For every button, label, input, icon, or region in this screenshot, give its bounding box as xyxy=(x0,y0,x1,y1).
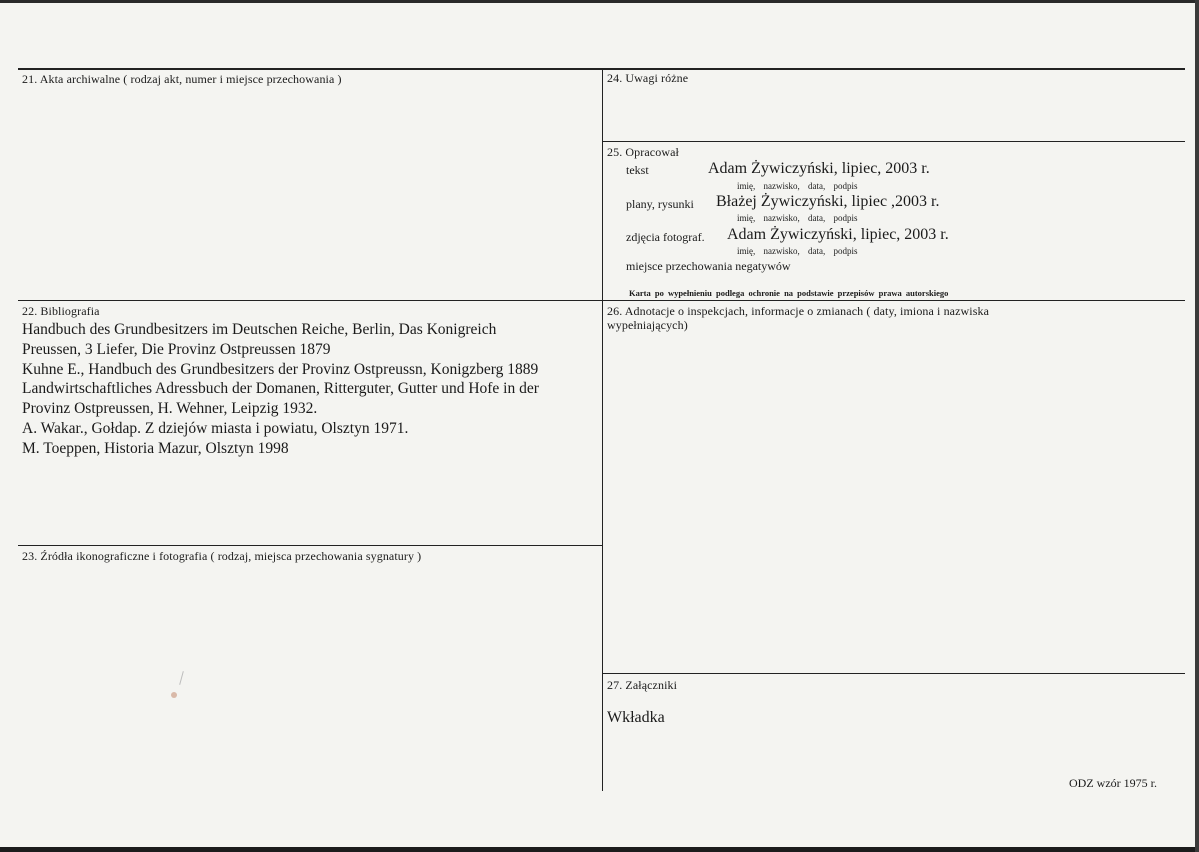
scan-edge-top xyxy=(0,0,1199,3)
bibliography-line: M. Toeppen, Historia Mazur, Olsztyn 1998 xyxy=(22,439,289,457)
field-26-label-line1: 26. Adnotacje o inspekcjach, informacje o zmianach ( daty, imiona i nazwiska xyxy=(607,304,990,318)
bibliography-line: Provinz Ostpreussen, H. Wehner, Leipzig 1932. xyxy=(22,400,318,418)
stain-mark xyxy=(171,692,177,698)
bibliography-line: Kuhne E., Handbuch des Grundbesitzers der Provinz Ostpreussn, Konigzberg 1889 xyxy=(22,360,539,378)
field-21-label: 21. Akta archiwalne ( rodzaj akt, numer i miejsce przechowania ) xyxy=(22,72,342,86)
zdjecia-sublabel: imię, nazwisko, data, podpis xyxy=(737,246,858,256)
pencil-mark xyxy=(179,671,184,685)
rule-24-25 xyxy=(602,141,1185,142)
scan-edge-right xyxy=(1195,0,1199,852)
center-divider xyxy=(602,68,603,791)
zdjecia-label: zdjęcia fotograf. xyxy=(626,230,705,244)
rule-26-27 xyxy=(602,673,1185,674)
bibliography-list xyxy=(22,320,602,459)
rule-21-22 xyxy=(18,300,1185,301)
tekst-sublabel: imię, nazwisko, data, podpis xyxy=(737,181,858,191)
field-22-label: 22. Bibliografia xyxy=(22,304,100,318)
bibliography-line: A. Wakar., Gołdap. Z dziejów miasta i powiatu, Olsztyn 1971. xyxy=(22,419,409,437)
field-25-label: 25. Opracował xyxy=(607,145,679,159)
scan-edge-bottom xyxy=(0,847,1199,852)
zdjecia-value: Adam Żywiczyński, lipiec, 2003 r. xyxy=(727,226,949,243)
plany-value: Błażej Żywiczyński, lipiec ,2003 r. xyxy=(716,193,940,210)
plany-sublabel: imię, nazwisko, data, podpis xyxy=(737,213,858,223)
bibliography-line: Handbuch des Grundbesitzers im Deutschen Reiche, Berlin, Das Konigreich xyxy=(22,321,497,338)
field-23-label: 23. Źródła ikonograficzne i fotografia ( rodzaj, miejsca przechowania sygnatury ) xyxy=(22,549,422,563)
form-version-footer: ODZ wzór 1975 r. xyxy=(1069,776,1157,790)
negatives-label: miejsce przechowania negatywów xyxy=(626,259,791,273)
bibliography-line: Landwirtschaftliches Adressbuch der Domanen, Ritterguter, Gutter und Hofe in der xyxy=(22,380,539,398)
copyright-notice: Karta po wypełnieniu podlega ochronie na podstawie przepisów prawa autorskiego xyxy=(629,288,949,298)
plany-label: plany, rysunki xyxy=(626,197,694,211)
rule-22-23 xyxy=(18,545,602,546)
bibliography-line: Preussen, 3 Liefer, Die Provinz Ostpreussen 1879 xyxy=(22,340,331,358)
attachments-value: Wkładka xyxy=(607,709,665,726)
field-24-label: 24. Uwagi różne xyxy=(607,71,689,85)
tekst-label: tekst xyxy=(626,163,649,177)
tekst-value: Adam Żywiczyński, lipiec, 2003 r. xyxy=(708,160,930,177)
field-26-label-line2: wypełniających) xyxy=(607,318,688,332)
field-27-label: 27. Załączniki xyxy=(607,678,678,692)
